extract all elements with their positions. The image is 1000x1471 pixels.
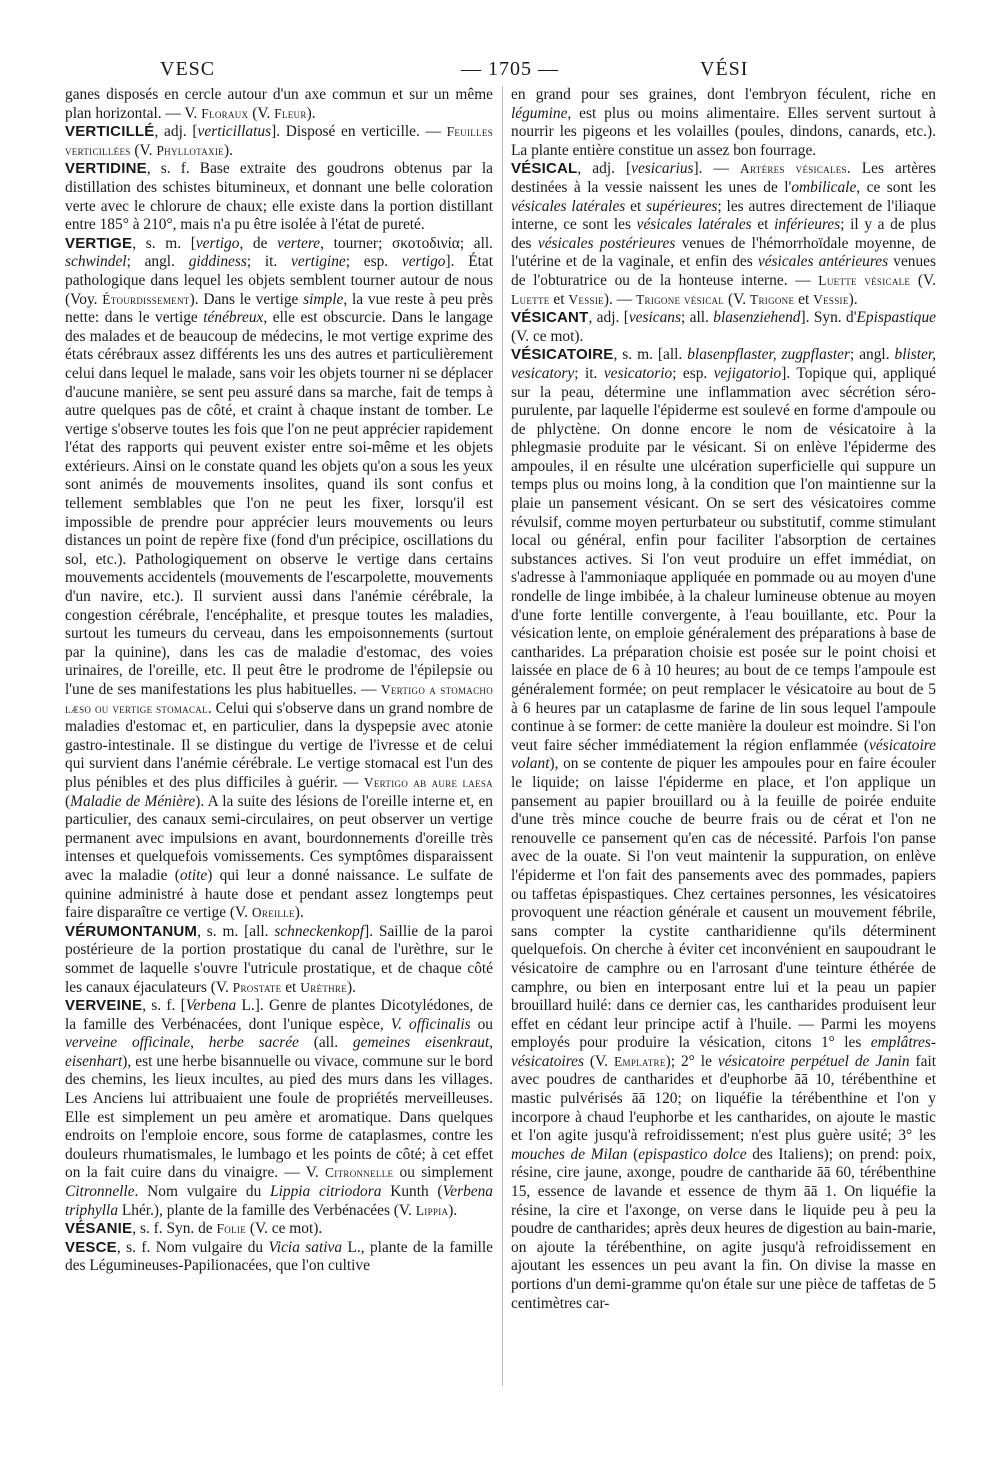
entry-text: en grand pour ses graines, dont l'embryon féculent, riche en [511, 86, 936, 103]
headword: VESCE [65, 1238, 117, 1256]
headword: VÉSICANT [511, 309, 589, 327]
italic-term: supérieures [646, 197, 718, 215]
italic-term: inférieures [774, 216, 841, 234]
entry-text: ). [347, 978, 357, 996]
entry-text: , tourner; σκοτοδινία; all. [320, 234, 493, 252]
small-caps-ref: Prostate [232, 979, 282, 995]
entry-text: . Les artères destinées à la vessie naissent les unes de l' [511, 160, 937, 196]
entry-text: ]. Syn. d' [800, 309, 857, 327]
small-caps-ref: Trigone vésical [635, 291, 725, 307]
entry-text: et [751, 216, 775, 234]
entry-text: ; esp. [672, 364, 714, 382]
italic-term: vésicales latérales [636, 216, 752, 234]
small-caps-ref: Étourdissement [102, 291, 190, 307]
entry-text: fait avec poudres de cantharides et d'euphorbe āā 10, térébenthine et mastic pulvérisés āā 120; on liquéfie la térébenthine et l'on y incorpore à chaud l'euphorbe et les cantharides, on ajoute le mastic et l'on agite jusqu'à refroidissement; n'est plus guère usité; 3° les [511, 1052, 936, 1145]
entry-vesicant [511, 309, 936, 346]
small-caps-ref: Vertigo ab aure laesa [363, 774, 493, 790]
headword: VÉSICAL [511, 160, 578, 178]
entry-text: ). [448, 1201, 458, 1219]
right-column [511, 86, 936, 1313]
headword: VERTICILLÉ [65, 123, 155, 141]
entry-text: ]. Saillie de la paroi postérieure de la portion prostatique du canal de l'urèthre, sur le sommet de laquelle s'ouvre l'utricule prostatique, et de chaque côté les canaux éjaculateurs (V. [65, 922, 493, 996]
small-caps-ref: Oreille [251, 905, 295, 921]
italic-term: otite [179, 866, 208, 884]
small-caps-ref: Vessie [568, 291, 604, 307]
entry-text: Kunth ( [381, 1183, 443, 1201]
entry-verticille [65, 123, 493, 160]
entry-text: ). Dans le vertige [189, 290, 304, 308]
italic-term: vesicans [628, 309, 681, 327]
entry-text: (all. [298, 1034, 353, 1052]
entry-text: ), on se contente de piquer les ampoules pour en faire écouler le liquide; on laisse l'épiderme en place, et l'on applique un pansement au papier brouillard ou à la feuille de poirée enduite d'une très mince couche de beurre frais ou de cérat et l'on ne renouvelle ce pansement qu'en cas de nécessité. Parfois l'on panse avec de la ouate. Si l'on veut maintenir la suppuration, on enlève l'épiderme et l'on fait des pansements avec des pommades, papiers ou taffetas épispastiques. Chez certaines personnes, les vésicatoires provoquent une réaction générale et causent un mouvement fébrile, sans compter la cystite cantharidienne qu'ils déterminent quelquefois. On cherche à éviter cet inconvénient en saupoudrant le vésicatoire de camphre ou en l'arrosant d'une teinture éthérée de camphre, ou bien en interposant entre lui et la peau un papier brouillard huilé: dans ce dernier cas, les cantharides produisent leur effet en cédant leur principe actif à l'huile. — Parmi les moyens employés pour produire la vésication, citons 1° les [511, 755, 936, 1052]
entry-text: , [190, 1034, 209, 1052]
italic-term: vertigo [195, 234, 240, 252]
small-caps-ref: Lippia [415, 1202, 449, 1218]
italic-term: herbe sacrée [208, 1034, 299, 1052]
italic-term: vertigine [291, 253, 346, 271]
italic-term: schneckenkopf [274, 922, 365, 940]
entry-text: ; il y a de plus des [511, 216, 936, 252]
headword: VÉSANIE [65, 1220, 133, 1238]
entry-text: venues de l'hémorrhoïdale moyenne, de l'utérine et de la vaginale, et enfin des [511, 234, 936, 271]
entry-vesicatoire [511, 346, 936, 1313]
small-caps-ref: Urèthre [300, 979, 348, 995]
entry-text: ]. — [693, 160, 740, 178]
entry-text: (V. [910, 271, 937, 289]
entry-text: , s. m. [ [132, 234, 196, 252]
small-caps-ref: Feuilles verticillées [65, 124, 493, 158]
entry-text: ). [294, 904, 304, 922]
italic-term: simple [303, 290, 344, 308]
italic-term: Verbena [185, 997, 237, 1015]
entry-text: (V. ce mot). [246, 1220, 323, 1238]
entry-text: et [794, 290, 814, 308]
entry-text: des Italiens); on prend: poix, résine, cire jaune, axonge, poudre de cantharide āā 60, térébenthine 15, essence de lavande et essence de thym āā 1. On liquéfie la résine, la cire et l'axonge, on verse dans le liquide peu à peu la poudre de cantharides; après deux heures de digestion au bain-marie, on ajoute la térébenthine, on agite jusqu'à refroidissement en ajoutant les essences un peu avant la fin. On divise la masse en portions d'un demi-gramme qu'on étale sur une pièce de taffetas de 5 centimètres car- [511, 1145, 936, 1312]
italic-term: ténébreux [203, 309, 264, 327]
italic-term: Vicia sativa [268, 1238, 343, 1256]
entry-text: venues de l'obturatrice ou de la honteuse interne. — [511, 253, 937, 289]
headword: VERTIDINE [65, 160, 147, 178]
headword: VERVEINE [65, 997, 143, 1015]
entry-vesce-cont [511, 86, 936, 160]
entry-text: ; all. [680, 309, 714, 327]
small-caps-ref: Vessie [813, 291, 849, 307]
entry-vesce [65, 1239, 493, 1276]
italic-term: vesicatorio [603, 364, 673, 382]
italic-term: Lippia citriodora [270, 1183, 382, 1201]
entry-text: et [549, 290, 569, 308]
entry-text: , s. m. [all. [613, 346, 688, 364]
italic-term: blister, vesicatory [511, 346, 936, 382]
italic-term: giddiness [188, 253, 247, 271]
entry-intro [65, 86, 493, 123]
small-caps-ref: Citronnelle [325, 1165, 394, 1181]
headword: VÉSICATOIRE [511, 346, 614, 364]
entry-verveine [65, 997, 493, 1220]
entry-vertidine [65, 160, 493, 234]
entry-text: , s. m. [all. [197, 922, 275, 940]
italic-term: verveine officinale [65, 1034, 191, 1052]
entry-text: (V. [248, 104, 275, 122]
entry-text: . Nom vulgaire du [134, 1183, 271, 1201]
italic-term: Verbena triphylla [65, 1183, 493, 1219]
italic-term: vésicales postérieures [537, 234, 676, 252]
entry-text: ]. Topique qui, appliqué sur la peau, détermine une inflammation avec sécrétion séro-purulente, par laquelle l'épiderme est soulevé en forme d'ampoule ou de phlyctène. On donne encore le nom de vésicatoire à la phlegmasie produite par le vésicant. Si on enlève l'épiderme des ampoules, il en résulte une ulcération superficielle qui suppure un temps plus ou moins long, à la condition que l'on maintienne sur la plaie un pansement vésicant. On se sert des vésicatoires comme révulsif, comme moyen perturbateur ou substitutif, comme stimulant local ou général, enfin pour faciliter l'absorption de certaines substances actives. Si l'on veut produire un effet immédiat, on s'adresse à l'ammoniaque appliquée en pommade ou au moyen d'une rondelle de linge imbibée, à la chaleur lumineuse obtenue au moyen d'une forte lentille convergente, à l'eau bouillante, etc. Pour la vésication lente, on emploie généralement des préparations à base de cantharides. La préparation choisie est posée sur le point choisi et laissée en place de 6 à 10 heures; au bout de ce temps l'ampoule est généralement formée; on peut remplacer le vésicatoire au bout de 5 à 6 heures par un cataplasme de farine de lin sous lequel l'ampoule continue à se former: de cette manière la douleur est moindre. Si l'on veut faire sécher immédiatement la région enflammée ( [511, 364, 936, 754]
entry-text: ). [306, 104, 316, 122]
header-right-guideword: VÉSI [700, 58, 749, 80]
small-caps-ref: Folie [216, 1221, 246, 1237]
italic-term: epispastico dolce [638, 1145, 747, 1163]
entry-text: ]. Disposé en verticille. — [271, 123, 447, 141]
entry-text: ; angl. [849, 346, 895, 364]
entry-text: (V. [583, 1052, 614, 1070]
left-column [65, 86, 493, 1276]
entry-text: ganes disposés en cercle autour d'un axe commun et sur un même plan horizontal. — V. [65, 86, 493, 122]
entry-text: ; it. [574, 364, 604, 382]
running-header [60, 58, 940, 84]
italic-term: schwindel [65, 253, 127, 271]
entry-text: ; it. [246, 253, 292, 271]
italic-term: légumine [511, 104, 568, 122]
header-left-guideword: VESC [160, 58, 216, 80]
entry-text: ou [470, 1015, 493, 1033]
italic-term: vertigo [401, 253, 446, 271]
italic-term: verticillatus [197, 123, 272, 141]
entry-text: , de [239, 234, 278, 252]
entry-text: , adj. [ [588, 309, 629, 327]
entry-text: , la vue reste à peu près nette: dans le vertige [65, 290, 493, 327]
entry-text: ), est une herbe bisannuelle ou vivace, commune sur le bord des chemins, les lieux incultes, au pied des murs dans les villages. Les Anciens lui attribuaient une foule de propriétés merveilleuses. Elle est simplement un peu amère et aromatique. Dans quelques endroits on l'emploie encore, sous forme de cataplasmes, contre les douleurs rhumatismales, le lumbago et les points de côté; à cet effet on la fait cuire dans du vinaigre. — V. [65, 1052, 493, 1182]
entry-text: , adj. [ [577, 160, 632, 178]
italic-term: vésicales antérieures [757, 253, 889, 271]
entry-text: L., plante de la famille des Légumineuses-Papilionacées, que l'on cultive [65, 1238, 494, 1275]
italic-term: vésicatoire perpétuel de Janin [717, 1052, 910, 1070]
italic-term: V. officinalis [390, 1015, 471, 1033]
headword: VÉRUMONTANUM [65, 922, 198, 940]
italic-term: vésicatoire volant [511, 736, 936, 773]
entry-vesical [511, 160, 936, 309]
italic-term: vesicarius [631, 160, 694, 178]
entry-text: , s. f. Syn. de [132, 1220, 217, 1238]
entry-text: ). [223, 141, 233, 159]
entry-text: ; les autres directement de l'iliaque interne, ce sont les [511, 197, 936, 234]
entry-text: (V. ce mot). [511, 327, 584, 345]
italic-term: ombilicale [791, 178, 857, 196]
entry-text: ; esp. [345, 253, 402, 271]
small-caps-ref: Luette vésicale [818, 272, 911, 288]
small-caps-ref: Luette [511, 291, 550, 307]
entry-text: ou simplement [393, 1164, 494, 1182]
small-caps-ref: Artères vésicales [739, 161, 847, 177]
italic-term: mouches de Milan [511, 1145, 628, 1163]
entry-text: , ce sont les [856, 178, 936, 196]
entry-text: , adj. [ [154, 123, 198, 141]
entry-text: ; angl. [126, 253, 189, 271]
italic-term: vésicales latérales [511, 197, 626, 215]
italic-term: Citronnelle [65, 1183, 135, 1201]
entry-text: , est plus ou moins alimentaire. Elles servent surtout à nourrir les pigeons et les volailles (poules, dindons, canards, etc.). La plante entière constitue un assez bon fourrage. [511, 104, 936, 159]
entry-text: ) qui leur a donné naissance. Le sulfate de quinine administré à haute dose et pendant assez longtemps peut faire disparaître ce vertige (V. [65, 866, 493, 922]
entry-text: et [281, 978, 301, 996]
entry-text: (V. [724, 290, 750, 308]
entry-text: ]. État pathologique dans lequel les objets semblent tourner autour de nous (Voy. [65, 253, 493, 308]
entry-text: , s. f. [ [142, 997, 186, 1015]
headword: VERTIGE [65, 234, 133, 252]
italic-term: vejigatorio [713, 364, 782, 382]
entry-text: ); 2° le [665, 1052, 718, 1070]
italic-term: gemeines eisenkraut, eisenhart [65, 1034, 493, 1070]
entry-text: et [625, 197, 647, 215]
small-caps-ref: Vertigo a stomacho læso ou vertige stomacal [65, 682, 494, 716]
entry-text: (V. [130, 141, 157, 159]
small-caps-ref: Floraux [201, 105, 249, 121]
entry-text: , s. f. Base extraite des goudrons obtenus par la distillation des schistes bitumineux, et donnant une belle coloration verte avec le chlorure de chaux; elle existe dans la portion distillant entre 185° à 210°, mais n'a pu être isolée à l'état de pureté. [65, 160, 493, 234]
entry-text: , elle est obscurcie. Dans le langage des malades et de beaucoup de médecins, le mot vertige exprime des états cérébraux assez différents les uns des autres et particulièrement celui dans lequel le malade, sans voir les objets tourner ni se déplacer d'aucune manière, se sent peu assuré dans sa marche, fait de temps à autre quelques pas de côté, et craint à chaque instant de tomber. Le vertige s'observe toutes les fois que l'on ne peut apprécier rapidement l'état des rapports qui peuvent exister entre soi-même et les objets extérieurs. Ainsi on le constate quand les objets qu'on a sous les yeux sont animés de mouvements insolites, quand ils sont confus et tellement semblables que l'on ne peut les fixer, lorsqu'il est impossible de prendre pour apprécier leurs mouvements ou leurs distances un point de repère fixe (fond d'un précipice, oscillations du sol, etc.). Pathologiquement on observe le vertige dans certains mouvements accidentels (mouvements de l'escarpolette, mouvements d'un navire, etc.). Il survient aussi dans l'anémie cérébrale, la congestion cérébrale, l'encéphalite, et presque toutes les maladies, surtout les tumeurs du cerveau, dans les empoisonnements (surtout par la quinine), dans les cas de maladie d'estomac, des voies urinaires, de l'oreille, etc. Il peut être le prodrome de l'épilepsie ou l'une de ses manifestations les plus habituelles. — [65, 309, 494, 698]
entry-text: . Celui qui s'observe dans un grand nombre de maladies d'estomac et, en particulier, dans la dyspepsie avec atonie gastro-intestinale. Il se distingue du vertige de l'ivresse et de celui qui survient dans l'anémie cérébrale. Le vertige stomacal est l'un des plus pénibles et des plus difficiles à guérir. — [65, 699, 493, 791]
small-caps-ref: Fleur [274, 105, 307, 121]
italic-term: Epispastique [856, 309, 937, 327]
entry-text: ). A la suite des lésions de l'oreille interne et, en particulier, des canaux semi-circulaires, on peut observer un vertige permanent avec impulsions en avant, bourdonnements d'oreille très intenses et quelquefois vomissements. Ces symptômes disparaissent avec la maladie ( [65, 792, 494, 884]
italic-term: emplâtres-vésicatoires [511, 1034, 936, 1070]
entry-verumontanum [65, 923, 493, 997]
small-caps-ref: Trigone [749, 291, 795, 307]
entry-text: ). — [603, 290, 636, 308]
italic-term: Maladie de Ménière [70, 792, 196, 810]
small-caps-ref: Emplatre [613, 1053, 666, 1069]
entry-text: ). [848, 290, 858, 308]
entry-text: Lhér.), plante de la famille des Verbénacées (V. [118, 1201, 416, 1219]
small-caps-ref: Phyllotaxie [156, 142, 224, 158]
column-divider [502, 86, 503, 1386]
italic-term: blasenziehend [713, 309, 801, 327]
entry-vertige [65, 235, 493, 923]
italic-term: blasenpflaster, zugpflaster [687, 346, 850, 364]
entry-vesanie [65, 1220, 493, 1239]
italic-term: vertere [277, 234, 321, 252]
entry-text: ( [627, 1145, 639, 1163]
page-number: — 1705 — [461, 58, 559, 80]
entry-text: , s. f. Nom vulgaire du [116, 1238, 269, 1256]
entry-text: ( [65, 792, 71, 810]
entry-text: L.]. Genre de plantes Dicotylédones, de la famille des Verbénacées, dont l'unique espèce, [65, 997, 493, 1033]
